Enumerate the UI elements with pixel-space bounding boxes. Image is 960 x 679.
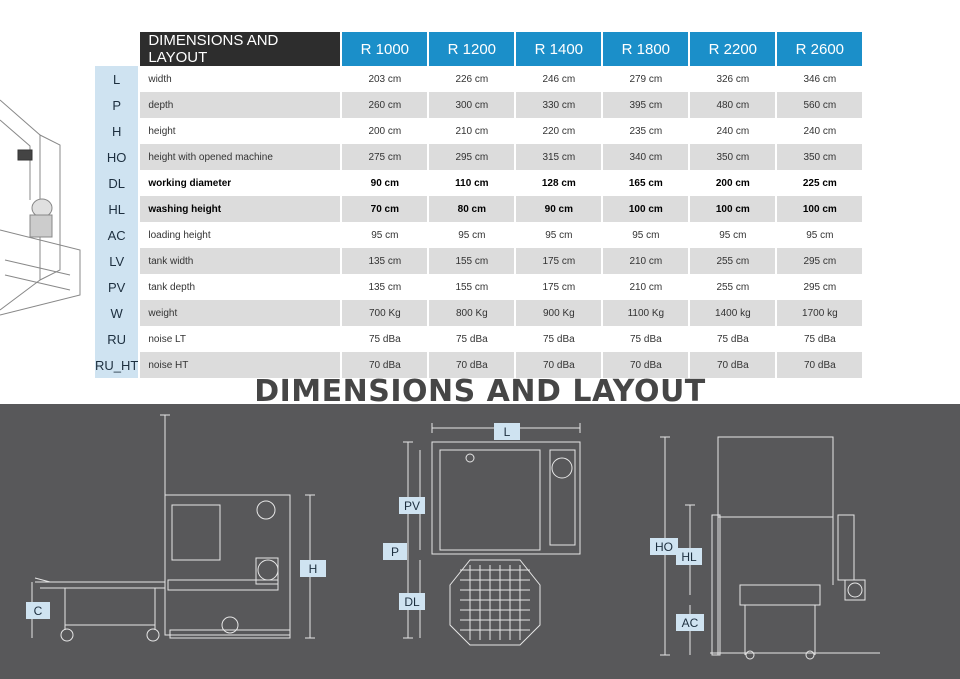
row-value: 128 cm [516,170,601,196]
row-value: 200 cm [690,170,775,196]
row-value: 315 cm [516,144,601,170]
model-header: R 2200 [690,32,775,66]
row-value: 295 cm [777,248,862,274]
row-value: 70 dBa [429,352,514,378]
row-code: HL [95,196,138,222]
row-value: 175 cm [516,248,601,274]
row-value: 135 cm [342,274,427,300]
row-code: W [95,300,138,326]
row-value: 95 cm [429,222,514,248]
row-value: 95 cm [603,222,688,248]
row-value: 203 cm [342,66,427,92]
row-code: PV [95,274,138,300]
table-row [95,144,862,170]
model-header: R 2600 [777,32,862,66]
row-value: 75 dBa [603,326,688,352]
row-value: 110 cm [429,170,514,196]
table-row [95,196,862,222]
row-value: 70 dBa [342,352,427,378]
row-code: L [95,66,138,92]
row-code: LV [95,248,138,274]
row-value: 90 cm [516,196,601,222]
row-label: tank depth [140,274,340,300]
machine-sketch-partial [0,80,92,320]
row-value: 210 cm [603,248,688,274]
row-value: 200 cm [342,118,427,144]
row-value: 220 cm [516,118,601,144]
row-value: 260 cm [342,92,427,118]
row-value: 346 cm [777,66,862,92]
table-row [95,66,862,92]
row-value: 480 cm [690,92,775,118]
table-row [95,248,862,274]
row-label: width [140,66,340,92]
row-value: 95 cm [777,222,862,248]
table-row [95,118,862,144]
row-value: 350 cm [690,144,775,170]
table-row [95,222,862,248]
row-label: working diameter [140,170,340,196]
row-code: DL [95,170,138,196]
row-value: 240 cm [690,118,775,144]
row-value: 1100 Kg [603,300,688,326]
row-value: 75 dBa [429,326,514,352]
table-row [95,170,862,196]
row-value: 100 cm [690,196,775,222]
dim-label-hl: HL [676,548,702,565]
row-value: 210 cm [429,118,514,144]
row-value: 155 cm [429,248,514,274]
row-value: 70 dBa [690,352,775,378]
row-label: loading height [140,222,340,248]
row-value: 75 dBa [342,326,427,352]
row-value: 90 cm [342,170,427,196]
header-spacer [95,32,138,66]
row-label: depth [140,92,340,118]
row-label: weight [140,300,340,326]
row-value: 135 cm [342,248,427,274]
row-value: 155 cm [429,274,514,300]
dim-label-c: C [26,602,50,619]
dim-label-dl: DL [399,593,425,610]
row-value: 279 cm [603,66,688,92]
row-value: 95 cm [690,222,775,248]
row-value: 350 cm [777,144,862,170]
row-value: 175 cm [516,274,601,300]
table-row [95,326,862,352]
model-header: R 1000 [342,32,427,66]
row-value: 80 cm [429,196,514,222]
table-title: DIMENSIONS AND LAYOUT [140,32,340,66]
row-value: 560 cm [777,92,862,118]
table-header-row [95,32,862,66]
table-row [95,92,862,118]
row-code: H [95,118,138,144]
row-value: 275 cm [342,144,427,170]
top-view-drawing [390,420,590,660]
row-code: RU [95,326,138,352]
row-value: 295 cm [429,144,514,170]
row-value: 70 cm [342,196,427,222]
row-value: 800 Kg [429,300,514,326]
row-value: 330 cm [516,92,601,118]
row-label: noise HT [140,352,340,378]
row-value: 1400 kg [690,300,775,326]
table-row [95,274,862,300]
table-row [95,300,862,326]
row-value: 75 dBa [690,326,775,352]
row-value: 100 cm [603,196,688,222]
row-value: 75 dBa [777,326,862,352]
row-value: 295 cm [777,274,862,300]
row-value: 246 cm [516,66,601,92]
row-label: height with opened machine [140,144,340,170]
row-value: 900 Kg [516,300,601,326]
dim-label-h: H [300,560,326,577]
model-header: R 1400 [516,32,601,66]
row-value: 70 dBa [516,352,601,378]
row-value: 326 cm [690,66,775,92]
row-value: 240 cm [777,118,862,144]
row-value: 226 cm [429,66,514,92]
row-value: 75 dBa [516,326,601,352]
side-view-drawing [20,410,340,660]
dim-label-ac: AC [676,614,704,631]
row-code: HO [95,144,138,170]
row-label: noise LT [140,326,340,352]
row-code: AC [95,222,138,248]
row-value: 235 cm [603,118,688,144]
dim-label-p: P [383,543,407,560]
row-code: P [95,92,138,118]
row-value: 100 cm [777,196,862,222]
section-title: DIMENSIONS AND LAYOUT [254,374,706,409]
model-header: R 1800 [603,32,688,66]
row-value: 300 cm [429,92,514,118]
dimensions-table [93,32,864,378]
row-value: 210 cm [603,274,688,300]
row-value: 70 dBa [777,352,862,378]
row-value: 95 cm [342,222,427,248]
row-label: height [140,118,340,144]
row-value: 700 Kg [342,300,427,326]
dim-label-l: L [494,423,520,440]
dim-label-pv: PV [399,497,425,514]
row-value: 1700 kg [777,300,862,326]
model-header: R 1200 [429,32,514,66]
row-value: 340 cm [603,144,688,170]
dim-label-ho: HO [650,538,678,555]
row-label: washing height [140,196,340,222]
row-value: 95 cm [516,222,601,248]
row-value: 255 cm [690,248,775,274]
row-value: 395 cm [603,92,688,118]
row-code: RU_HT [95,352,138,378]
row-value: 225 cm [777,170,862,196]
row-label: tank width [140,248,340,274]
row-value: 70 dBa [603,352,688,378]
row-value: 165 cm [603,170,688,196]
row-value: 255 cm [690,274,775,300]
